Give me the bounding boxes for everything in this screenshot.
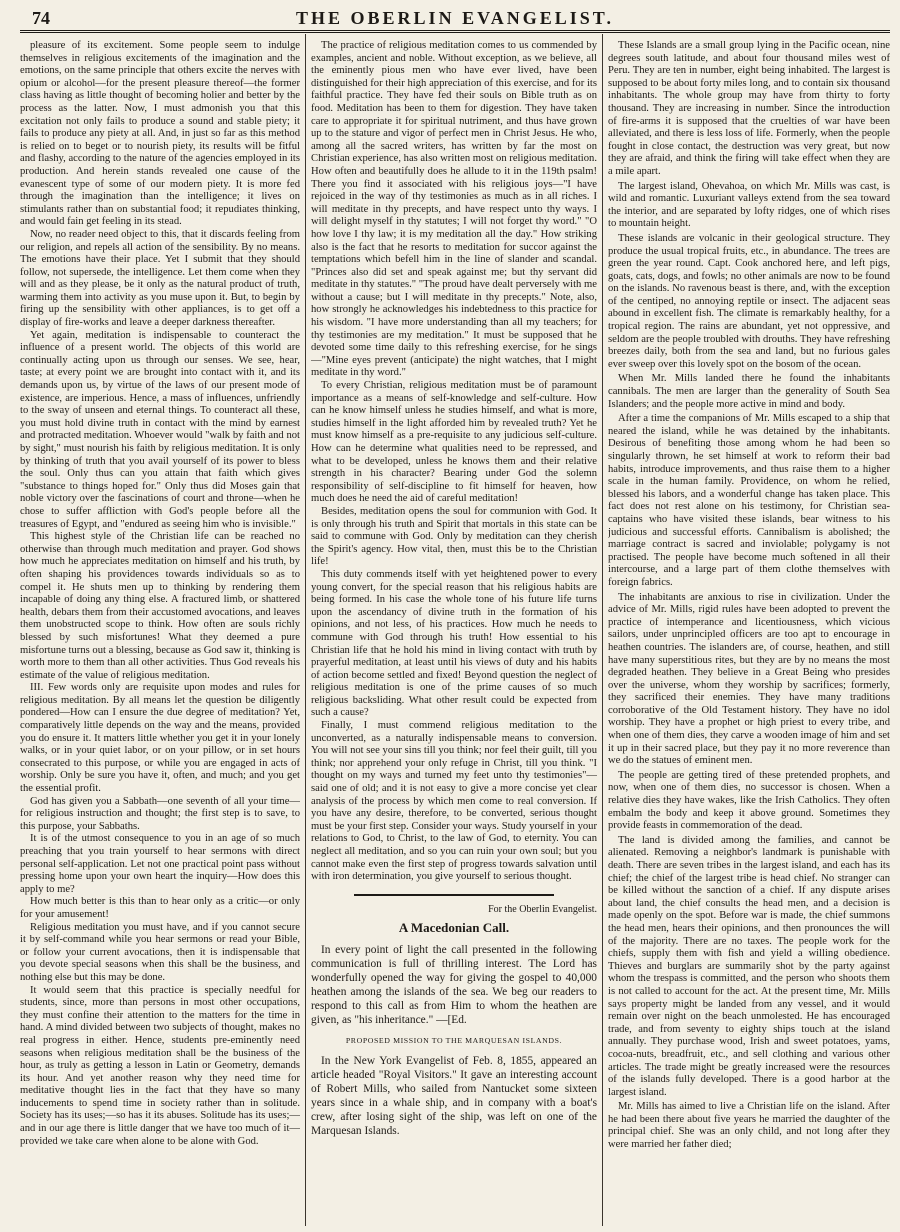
- column-left: [20, 40, 300, 1226]
- paragraph: The land is divided among the families, and cannot be alienated. Removing a neighbor's landmark is punishable with death. There are seven tribes in the largest island, and each has its chief; the chief of the largest tribe is head chief. No stranger can be killed without the sanction of a chief. If any dispute arises about land, the chief consults the head men, and a decision is made openly on the spot. Before war is made, the chief summons the head men, hears their opinions, and then pronounces the will of the majority. There are no taxes. The people work for the chiefs, supply them with fish and yield a willing obedience. Thieves and burglars are summarily shot by the party against whom the trespass is committed, and the person who shoots them is not called to account for the act. At the present time, Mr. Mills says property might be landed from any vessel, and it would remain over night on the beach unmolested. He has encouraged trade, and from seventy to eighty ships touch at the island annually. They purchase wood, Irish and sweet potatoes, yams, cocoa-nuts, breadfruit, etc., and sell clothing and various other articles. The trade might be greatly increased were the resources of the islands fully developed. There is a good harbor at the largest island.: [608, 834, 890, 1098]
- paragraph: The people are getting tired of these pretended prophets, and now, when one of them dies, no successor is chosen. When a relative dies they have wakes, like the Irish Catholics. They often embalm the body and keep it above ground. Sometimes they provide feasts in commemoration of the dead.: [608, 769, 890, 832]
- paragraph: Religious meditation you must have, and if you cannot secure it by self-command while you hear sermons or read your Bible, or follow your current avocations, then it is indispensable that you devote special seasons when this shall be the business, and nothing else but this may be done.: [20, 921, 300, 983]
- article-subheading: PROPOSED MISSION TO THE MARQUESAN ISLANDS.: [345, 1035, 563, 1045]
- page-header: [20, 6, 890, 28]
- paragraph: After a time the companions of Mr. Mills escaped to a ship that neared the island, while he was detained by the inhabitants. Desirous of benefiting those among whom he had been so singularly thrown, he set himself at work to reform their bad habits, introduce improvements, and thus raise them to a higher scale in the human family. Providence, on whom he relied, blessed his labors, and a wonderful change has taken place. This fact does not rest alone on his testimony, for Christian sea-captains who have visited these islands, bear witness to his judicious and successful efforts. Cannibalism is abolished; the marriage contract is sacred and inviolable; polygamy is not practised. The people have become much softened in all their intercourse, and a large part of them clothe themselves with foreign fabrics.: [608, 413, 890, 588]
- section-divider: [354, 894, 554, 896]
- paragraph: This duty commends itself with yet heightened power to every young convert, for the special reason that his religious habits are being formed. In his case the whole tone of his future life turns upon the ascendancy of divine truth in the formation of his opinions, and not less, of his practices. How much he needs to commune with God through his truth! How essential to his Christian life that he hold his mind in living contact with truth by prayerful meditation, at least until his views of duty and his habits of action become settled and fixed! Beyond question the neglect of religious meditation is one of the prime causes of so much religious backsliding. What other result could be expected from such a cause?: [311, 568, 597, 719]
- paragraph: When Mr. Mills landed there he found the inhabitants cannibals. The men are larger than the generality of South Sea Islanders; and the people more active in mind and body.: [608, 373, 890, 410]
- paragraph: Finally, I must commend religious meditation to the unconverted, as a naturally indispensable means to conversion. You will not see your sins till you think; nor feel their guilt, till you think; nor apprehend your only refuge in Christ, till you think. "I thought on my ways and turned my feet unto thy testimonies"—said one of old; and it is not easy to give a more concise yet clear analysis of the process by which men come to real conversion. If you have any desire, therefore, to be converted, serious thought must be your first step. Consider your ways. Study yourself in your relations to God, to Christ, to the law of God, to eternity. You can neglect all meditation, and so you can ruin your own soul; but you cannot make even the first step of progress towards salvation until with iron determination, you give yourself to serious thought.: [311, 720, 597, 883]
- column-divider: [305, 34, 306, 1226]
- editor-note: In every point of light the call presented in the following communication is full of thrilling interest. The Lord has wonderfully opened the way for giving the gospel to 40,000 heathen among the islands of the sea. We beg our readers to respond to this call as from Him to whom the heathen are given, as "his inheritance." —[Ed.: [311, 943, 597, 1026]
- paragraph: God has given you a Sabbath—one seventh of all your time—for religious instruction and thought; the first step is to save, to this purpose, your Sabbaths.: [20, 795, 300, 832]
- paragraph: The practice of religious meditation comes to us commended by examples, ancient and noble. Without exception, as we believe, all the eminently pious men who have ever lived, have been distinguished for their high appreciation of this exercise, and for its faithful practice. They have fed their souls on Bible truth as on food. Meditation has been to them for digestion. They have taken care to appropriate it for spiritual nutriment, and thus have grown up to the stature and vigor of perfect men in Christ Jesus. He who, among all the sacred writers, has written by far the most on Christian experience, has also written most on religious meditation. How often and beautifully does he allude to it in the 119th psalm! There you find it associated with his religious joys—"I have rejoiced in the way of thy testimonies as much as in all riches. I will meditate in thy precepts, and have respect unto thy ways. I will delight myself in thy statutes; I will not forget thy word." "O how love I thy law; it is my meditation all the day." How striking also is the fact that he resorts to meditation for succor against the temptations which befell him in the line of slander and scandal. "Princes also did set and speak against me; but thy servant did meditate in thy statutes." "The proud have dealt perversely with me without a cause; but I will meditate in thy precepts." Note, also, how strongly he acknowledges his indebtedness to this practice for his wisdom. "I have more understanding than all my teachers; for thy testimonies are my meditation." It must be supposed that he devoted some time daily to this refreshing exercise, for he sings—"Mine eyes prevent (anticipate) the night watches, that I might meditate in thy word.": [311, 40, 597, 379]
- paragraph: It is of the utmost consequence to you in an age of so much preaching that you train yourself to hear sermons with direct personal self-application. Let not one practical point pass without pressing home upon your own heart the inquiry—How does this apply to me?: [20, 833, 300, 895]
- paragraph: These islands are volcanic in their geological structure. They produce the usual tropical fruits, etc., in abundance. The trees are green the year round. Capt. Cook anchored here, and left pigs, goats, cats, dogs, and fowls; no other animals are now to be found on the islands. No ravenous beast is there, and, with the exception of the centiped, no annoying reptile or insect. The adjacent seas abound in excellent fish. The climate is remarkably healthy, for a tropical region. The rains are abundant, yet not oppressive, and seldom are the people troubled with drouths. They have refreshing breezes daily, both from the sea and land, but no furious gales ever sweep over this lovely spot on the bosom of the ocean.: [608, 232, 890, 370]
- paragraph: III. Few words only are requisite upon modes and rules for religious meditation. By all means let the question be diligently pondered—How can I ensure the due degree of meditation? Yet, comparatively little depends on the way and the means, provided you do ensure it. It matters little whether you get it in your lonely walks, or in your quiet labor, or on your pillow, or in set hours consecrated to this purpose, or while you are engaged in acts of worship. Only be sure you have it, often, and much; and you get the essential profit.: [20, 682, 300, 795]
- paragraph: Mr. Mills has aimed to live a Christian life on the island. After he had been there about five years he married the daughter of the principal chief. She was an only child, and not long after they were married her father died;: [608, 1101, 890, 1151]
- paragraph: These Islands are a small group lying in the Pacific ocean, nine degrees south latitude, and about four thousand miles west of Peru. They are ten in number, eight being inhabited. The largest is supposed to be about forty miles long, and to contain six thousand inhabitants. The whole group may have from thirty to forty thousand. They are increasing in number. Since the introduction of fire-arms it is supposed that the cruelties of war have been alleviated, and there is less loss of life. Formerly, when the people fought in close contact, the destruction was very great, but now they are afraid, and think the firing will take effect when they are a mile apart.: [608, 40, 890, 177]
- column-middle: [311, 40, 597, 1226]
- paragraph: Yet again, meditation is indispensable to counteract the influence of a present world. The objects of this world are continually acting upon us through our senses. We see, hear, taste; at every point we are brought into contact with it, and its demands upon us, by virtue of the laws of our present mode of existence, are imperious. Hence, a mass of influences, unfriendly to the sway of unseen and eternal things. To counteract all these, you must hold divine truth in contact with the mind by earnest and protracted meditation. Whoever would "walk by faith and not by sight," must nourish his faith by religious meditation. It is only by thinking of truth that you avail yourself of its power to bless the soul. Only thus can you attain that faith which gives "substance to things hoped for." Only thus did Moses gain that noble victory over the fascinations of court and throne—when he chose to suffer affliction with God's people before all the treasures of Egypt, and "endured as seeing him who is invisible.": [20, 329, 300, 530]
- column-divider: [602, 34, 603, 1226]
- paragraph: pleasure of its excitement. Some people seem to indulge themselves in religious excitements of the imagination and the emotions, on the same principle that others excite the nerves with opium or alcohol—for the present pleasure thereof—the former class having as little thought of becoming holier and better by the process as the latter. Now, I must admonish you that this excitation not only fails to produce a sound and stable piety; it fails to produce any piety at all. And, in just so far as this method is relied on to beget or to nourish piety, its results will be fitful and flashy, according to the nature of the agencies employed in its production. And herein stands revealed one cause of the evanescent type of some of our modern piety. It is more fed through the imagination than the intelligence; it lives on stimulants rather than on substantial food; it repudiates thinking, and would fain get feeling in its stead.: [20, 40, 300, 228]
- article-attribution: For the Oberlin Evangelist.: [488, 903, 597, 915]
- paragraph: This highest style of the Christian life can be reached no otherwise than through much meditation and prayer. God shows how much he appreciates meditation on himself and his truth, by often shaping his providences towards individuals so as to compel it. He shuts men up to thinking by rendering them incapable of doing any thing else. A fractured limb, or shattered health, debars them from their accustomed avocations, and leaves them unobstructed scope to think. How often are souls richly blessed by such misfortunes! What they deemed a pure misfortune turns out a blessing, because as God saw it, thinking is worth more to them than all other activities. Thus God reveals his estimate of the value of religious meditation.: [20, 531, 300, 681]
- paragraph: Now, no reader need object to this, that it discards feeling from our religion, and repels all action of the sensibility. By no means. The emotions have their place. Yet I submit that they should follow, not supersede, the intelligence. Let them come when they will and as they please, be it only as the natural product of truth, warming them into activity as you muse upon it. But, to begin by firing up the sensibility with other appliances, is to get off a display of fire-works and leave a deeper darkness thereafter.: [20, 228, 300, 329]
- column-right: [608, 40, 890, 1226]
- paragraph: In the New York Evangelist of Feb. 8, 1855, appeared an article headed "Royal Visitors." It gave an interesting account of Robert Mills, who sailed from Nantucket some sixteen years since in a whale ship, and in company with a boat's crew, after losing sight of the ship, was left on one of the Marquesan Islands.: [311, 1054, 597, 1137]
- paragraph: How much better is this than to hear only as a critic—or only for your amusement!: [20, 896, 300, 920]
- article-title: A Macedonian Call.: [398, 920, 510, 936]
- paragraph: It would seem that this practice is specially needful for students, since, more than persons in most other occupations, they must confine their attention to the matters for the time in hand. A mind divided between two subjects of thought, makes no real progress in either. Hence, students pre-eminently need seasons when religious meditation shall be the business of the hour, as truly as getting a lesson in Latin or Geometry, demands its hour. And yet another reason why they need time for meditative thought lies in the fact that they have so many inducements to spend time in society rather than in solitude. Society has its uses;—so has it its abuses. Solitude has its uses;—and in our age there is little danger that we have too much of it—provided we take care when alone to be alone with God.: [20, 984, 300, 1147]
- paragraph: To every Christian, religious meditation must be of paramount importance as a means of self-knowledge and self-culture. How can he know himself unless he studies himself, and what is more, studies himself in the light afforded him by revealed truth? Yet he must know himself as a pre-requisite to any judicious self-culture. How can he determine what qualities need to be repressed, and what to be developed, unless he knows them and their relative strength in his character? Bearing under God the solemn responsibility of self-discipline to fit himself for heaven, how much does he need the aid of careful meditation!: [311, 380, 597, 505]
- page-number: 74: [32, 8, 50, 28]
- paragraph: The largest island, Ohevahoa, on which Mr. Mills was cast, is wild and romantic. Luxuriant valleys extend from the sea toward the interior, and are separated by lofty ridges, one of which rises to mountain height.: [608, 180, 890, 230]
- masthead-title: THE OBERLIN EVANGELIST.: [296, 8, 614, 28]
- header-rule: [20, 30, 890, 33]
- paragraph: Besides, meditation opens the soul for communion with God. It is only through his truth and Spirit that mortals in this state can be said to commune with God. Only by meditation can they cherish the Spirit's agency. How vital, then, must this be to the Christian life!: [311, 505, 597, 568]
- paragraph: The inhabitants are anxious to rise in civilization. Under the advice of Mr. Mills, rigid rules have been adopted to prevent the practice of intemperance and licentiousness, which vicious sailors, under unprincipled officers are too apt to encourage in heathen countries. The islanders are, of course, heathen, and still have many superstitious rites, but they are by no means the most degraded heathen. They believe in a Great Being who presides over the universe, whom they worship by sacrifices; formerly, they sacrificed their enemies. They have many traditions corroborative of the Old Testament history. They have no idol worship. They have a prophet or high priest to every tribe, and when one of them dies, they carve a wooden image of him and set it up in their sacred place, but they pay it no more reverence than we do the statues of eminent men.: [608, 591, 890, 767]
